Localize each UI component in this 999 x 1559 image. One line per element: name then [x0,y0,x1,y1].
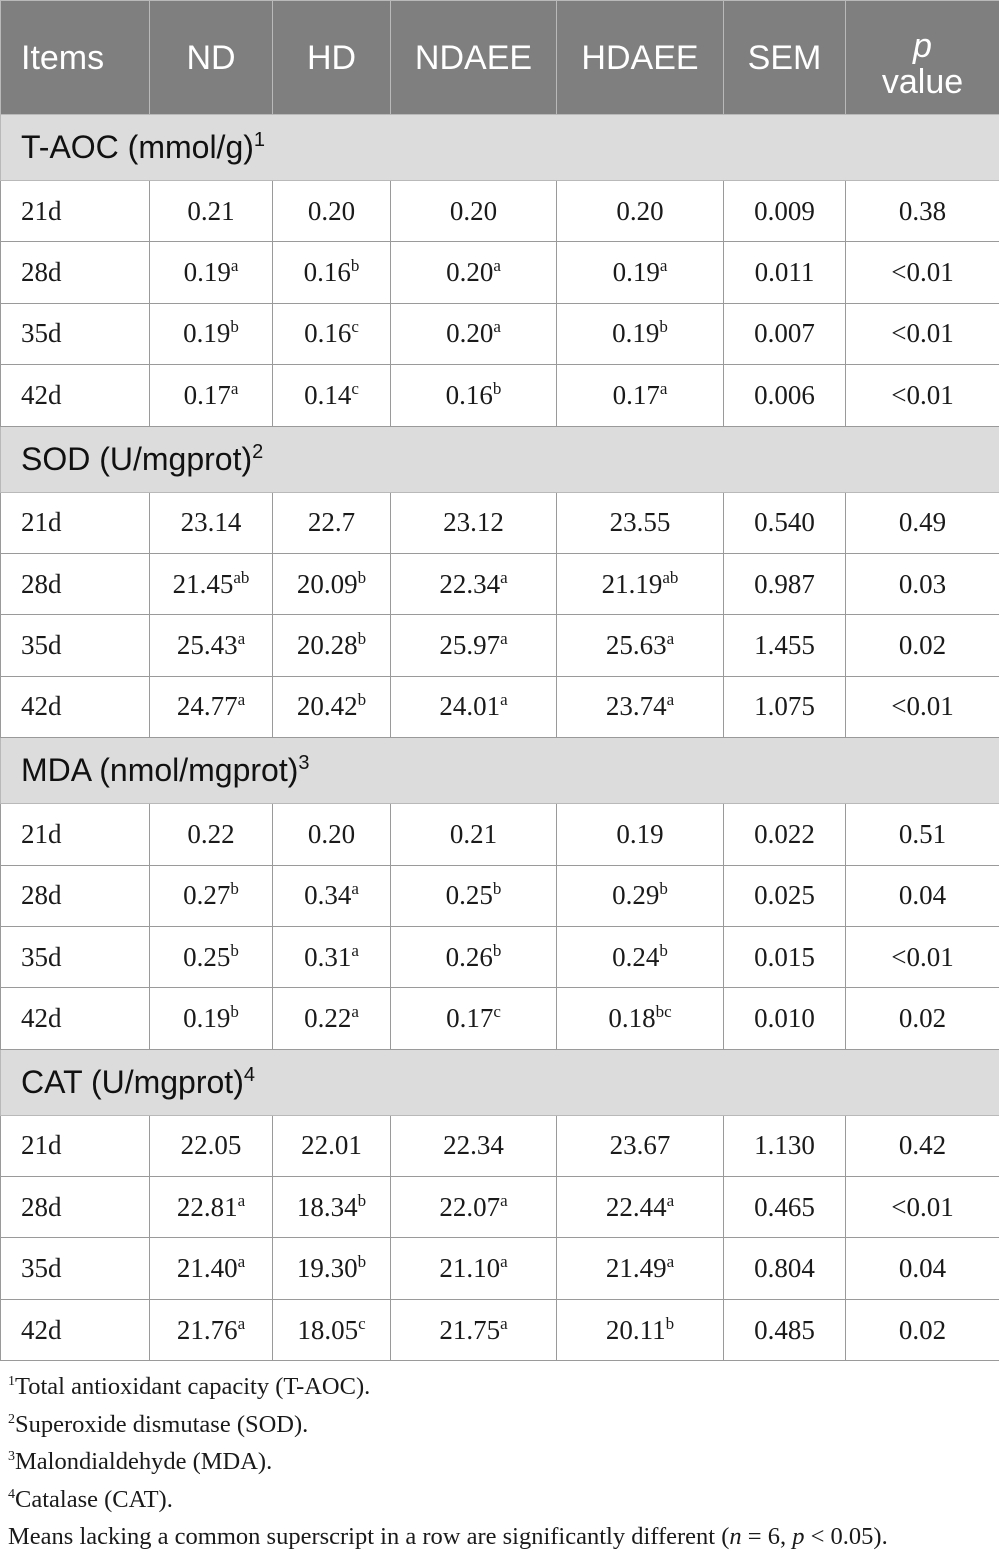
day-cell: 35d [1,615,150,676]
table-row [1,1177,999,1238]
section-title [1,738,999,804]
significance-letter: b [230,1001,239,1021]
header-items: Items [1,1,150,115]
value-cell [273,553,391,614]
significance-letter: ab [662,567,679,587]
significance-letter: b [230,317,239,337]
value-number: 0.20 [616,195,664,226]
significance-letter: c [351,317,359,337]
value-cell [273,615,391,676]
footnote-2: $^2$Superoxide dismutase (SOD). [8,1410,309,1438]
section-title [1,1049,999,1115]
significance-letter: b [230,940,239,960]
significance-letter: bc [655,1001,672,1021]
sem-cell: 1.075 [724,676,846,737]
value-cell [557,1115,724,1176]
value-number: 22.7 [307,507,356,538]
footnote-1: $^1$Total antioxidant capacity (T-AOC). [8,1373,371,1400]
value-number: 0.31 [304,941,352,972]
value-cell [557,1299,724,1360]
value-number: 0.18 [608,1002,656,1033]
value-number: 20.09 [296,568,358,599]
day-cell: 35d [1,1238,150,1299]
significance-letter: a [230,256,239,276]
value-number: 23.55 [609,507,671,538]
significance-letter: a [500,629,508,649]
value-cell [391,926,557,987]
value-number: 23.74 [605,691,667,722]
value-cell [150,804,273,865]
value-cell [273,181,391,242]
value-cell [273,926,391,987]
table-row [1,242,999,303]
p-value-cell: 0.02 [846,615,999,676]
value-cell [273,804,391,865]
value-number: 0.27 [183,880,231,911]
header-p-rest: value [881,63,964,101]
p-value-cell: 0.03 [846,553,999,614]
value-number: 0.16 [303,257,351,288]
value-cell [557,676,724,737]
value-cell [557,181,724,242]
section-footnote-ref: 2 [252,440,264,463]
value-cell [273,865,391,926]
value-number: 0.24 [612,941,660,972]
value-cell [557,553,724,614]
value-cell [150,1238,273,1299]
table-row [1,676,999,737]
table-row [1,615,999,676]
value-number: 21.10 [439,1253,501,1284]
significance-letter: a [500,567,508,587]
header-ndaee: NDAEE [391,1,557,115]
value-cell [150,553,273,614]
value-number: 23.67 [609,1130,671,1161]
value-number: 0.19 [183,1002,231,1033]
significance-letter: b [357,629,367,649]
value-number: 0.16 [304,318,352,349]
section-title-text: T-AOC (mmol/g) [21,129,254,165]
table-row [1,1299,999,1360]
value-cell [557,1238,724,1299]
value-cell [391,865,557,926]
value-number: 0.20 [307,195,356,226]
value-number: 22.34 [439,568,501,599]
section-row [1,115,999,181]
value-cell [391,1115,557,1176]
value-cell [273,242,391,303]
day-cell: 35d [1,926,150,987]
significance-letter: b [492,378,502,398]
p-value-cell: 0.38 [846,181,999,242]
value-number: 0.20 [446,257,494,288]
value-cell [557,303,724,364]
sem-cell: 1.130 [724,1115,846,1176]
value-number: 21.45 [172,568,234,599]
significance-letter: ab [233,567,250,587]
significance-letter: b [492,879,502,899]
value-number: 21.49 [605,1253,667,1284]
value-number: 21.40 [176,1253,238,1284]
sem-cell: 0.011 [724,242,846,303]
day-cell: 42d [1,988,150,1049]
value-cell [150,242,273,303]
table-body [1,115,999,1361]
significance-letter: b [659,940,668,960]
value-number: 24.77 [176,691,238,722]
value-number: 20.11 [605,1314,666,1345]
value-cell [273,988,391,1049]
day-cell: 21d [1,1115,150,1176]
significance-letter: a [666,1190,675,1210]
table-row [1,492,999,553]
value-cell [557,615,724,676]
significance-letter: c [358,1313,366,1333]
value-number: 22.81 [176,1191,238,1222]
value-number: 0.21 [187,195,235,226]
significance-letter: a [666,629,675,649]
section-row [1,1049,999,1115]
sem-cell: 0.015 [724,926,846,987]
value-cell [273,365,391,426]
p-value-cell: 0.49 [846,492,999,553]
value-number: 21.75 [439,1314,501,1345]
value-cell [557,804,724,865]
value-number: 18.34 [296,1191,358,1222]
value-number: 0.20 [307,818,356,849]
significance-letter: b [357,690,367,710]
value-number: 19.30 [296,1253,358,1284]
day-cell: 42d [1,1299,150,1360]
day-cell: 21d [1,181,150,242]
significance-letter: b [350,256,360,276]
p-value-cell: <0.01 [846,303,999,364]
section-footnote-ref: 1 [253,129,266,151]
value-cell [150,926,273,987]
significance-letter: a [351,1001,359,1021]
p-value-cell: <0.01 [846,926,999,987]
section-title [1,426,999,492]
value-number: 22.34 [443,1130,504,1161]
p-value-cell: <0.01 [846,242,999,303]
value-cell [391,676,557,737]
value-number: 0.19 [183,318,231,349]
significance-letter: c [493,1001,501,1021]
value-number: 0.17 [612,379,660,410]
significance-letter: a [500,690,508,710]
value-cell [273,676,391,737]
p-value-cell: 0.04 [846,1238,999,1299]
p-value-cell: <0.01 [846,676,999,737]
sem-cell: 0.485 [724,1299,846,1360]
value-cell [150,988,273,1049]
value-cell [273,303,391,364]
value-cell [273,1238,391,1299]
sem-cell: 1.455 [724,615,846,676]
value-cell [150,1299,273,1360]
value-cell [391,492,557,553]
value-number: 0.34 [304,880,352,911]
value-number: 25.97 [439,630,501,661]
significance-note: Means lacking a common superscript in a row are significantly different (n = 6, p < 0.05). [8,1523,888,1550]
value-number: 22.05 [180,1130,242,1161]
significance-letter: a [500,1313,508,1333]
sem-cell: 0.987 [724,553,846,614]
p-value-cell: 0.42 [846,1115,999,1176]
value-cell [557,865,724,926]
significance-letter: b [492,940,502,960]
value-number: 0.17 [183,379,231,410]
significance-letter: a [237,1190,246,1210]
value-number: 0.20 [449,195,498,226]
header-sem: SEM [724,1,846,115]
value-number: 0.19 [612,318,660,349]
header-p-value [846,1,999,115]
table-row [1,365,999,426]
significance-letter: a [351,879,359,899]
significance-letter: b [665,1313,675,1333]
section-footnote-ref: 3 [298,752,310,775]
significance-letter: a [666,690,675,710]
value-number: 23.14 [180,507,242,538]
value-cell [150,1177,273,1238]
section-title-text: MDA (nmol/mgprot) [21,752,299,789]
header-p-italic: p [913,27,932,65]
sem-cell: 0.022 [724,804,846,865]
value-cell [150,1115,273,1176]
day-cell: 28d [1,1177,150,1238]
value-number: 0.22 [187,818,235,849]
sem-cell: 0.009 [724,181,846,242]
sem-cell: 0.540 [724,492,846,553]
significance-letter: a [351,940,359,960]
value-cell [273,492,391,553]
value-number: 0.19 [612,257,660,288]
significance-letter: b [357,567,367,587]
value-cell [391,988,557,1049]
p-value-cell: 0.02 [846,988,999,1049]
value-number: 0.22 [304,1002,352,1033]
value-cell [391,1238,557,1299]
p-value-cell: 0.51 [846,804,999,865]
section-title-text: SOD (U/mgprot) [21,440,253,477]
value-number: 22.01 [301,1130,362,1161]
value-cell [557,1177,724,1238]
value-number: 0.19 [183,257,231,288]
value-number: 25.43 [176,630,238,661]
sem-cell: 0.465 [724,1177,846,1238]
header-nd: ND [150,1,273,115]
table-row [1,303,999,364]
section-row [1,738,999,804]
footnote-4: $^4$Catalase (CAT). [8,1485,173,1513]
table-row [1,1115,999,1176]
value-number: 18.05 [297,1314,359,1345]
value-number: 24.01 [439,691,501,722]
value-number: 20.42 [296,691,358,722]
table-row [1,553,999,614]
value-cell [391,1299,557,1360]
value-cell [391,615,557,676]
significance-letter: a [237,1252,246,1272]
table-row [1,865,999,926]
value-cell [273,1299,391,1360]
value-number: 0.25 [183,941,231,972]
day-cell: 28d [1,242,150,303]
value-cell [150,365,273,426]
value-number: 0.21 [449,818,498,849]
value-cell [557,492,724,553]
value-number: 21.19 [601,568,663,599]
table-row [1,1238,999,1299]
sem-cell: 0.007 [724,303,846,364]
footnotes [8,1368,998,1556]
day-cell: 28d [1,865,150,926]
table-row [1,926,999,987]
day-cell: 42d [1,365,150,426]
value-number: 0.17 [446,1002,494,1033]
value-cell [391,181,557,242]
value-cell [557,365,724,426]
section-row [1,426,999,492]
value-number: 0.29 [612,880,660,911]
header-hd: HD [273,1,391,115]
significance-letter: a [500,1252,508,1272]
significance-letter: a [500,1190,508,1210]
significance-letter: b [659,317,668,337]
significance-letter: a [237,690,246,710]
value-cell [391,303,557,364]
header-row [1,1,999,115]
significance-letter: b [659,879,668,899]
value-number: 22.07 [439,1191,501,1222]
value-number: 0.14 [304,379,352,410]
value-cell [273,1115,391,1176]
sem-cell: 0.006 [724,365,846,426]
value-cell [557,988,724,1049]
value-cell [150,676,273,737]
value-number: 0.16 [445,379,493,410]
value-cell [557,242,724,303]
value-number: 22.44 [605,1191,667,1222]
value-number: 0.20 [446,318,494,349]
day-cell: 28d [1,553,150,614]
p-value-cell: <0.01 [846,1177,999,1238]
significance-letter: b [230,879,239,899]
header-hdaee: HDAEE [557,1,724,115]
value-cell [150,492,273,553]
value-cell [150,303,273,364]
footnote-3: $^3$Malondialdehyde (MDA). [8,1448,273,1475]
value-cell [391,242,557,303]
day-cell: 35d [1,303,150,364]
value-number: 23.12 [443,507,504,538]
significance-letter: a [493,317,501,337]
significance-letter: a [493,256,501,276]
day-cell: 21d [1,804,150,865]
significance-letter: a [666,1252,675,1272]
p-value-cell: 0.02 [846,1299,999,1360]
value-cell [391,553,557,614]
value-number: 0.19 [616,818,664,849]
table-row [1,988,999,1049]
value-number: 0.25 [445,880,493,911]
significance-letter: a [659,378,668,398]
section-title-text: CAT (U/mgprot) [21,1063,244,1100]
day-cell: 42d [1,676,150,737]
table-row [1,181,999,242]
value-cell [273,1177,391,1238]
value-number: 21.76 [176,1314,238,1345]
value-cell [391,365,557,426]
value-cell [150,615,273,676]
significance-letter: a [659,256,668,276]
section-footnote-ref: 4 [243,1063,255,1086]
day-cell: 21d [1,492,150,553]
significance-letter: a [237,629,246,649]
p-value-cell: <0.01 [846,365,999,426]
value-cell [391,804,557,865]
significance-letter: b [357,1190,367,1210]
significance-letter: a [230,378,239,398]
section-title [1,115,999,181]
sem-cell: 0.025 [724,865,846,926]
value-cell [150,181,273,242]
value-number: 0.26 [445,941,493,972]
value-number: 25.63 [605,630,667,661]
value-cell [391,1177,557,1238]
value-cell [150,865,273,926]
significance-letter: a [237,1313,246,1333]
value-number: 20.28 [296,630,358,661]
significance-letter: b [357,1252,367,1272]
significance-letter: c [351,378,359,398]
sem-cell: 0.010 [724,988,846,1049]
table-row [1,804,999,865]
value-cell [557,926,724,987]
p-value-cell: 0.04 [846,865,999,926]
sem-cell: 0.804 [724,1238,846,1299]
